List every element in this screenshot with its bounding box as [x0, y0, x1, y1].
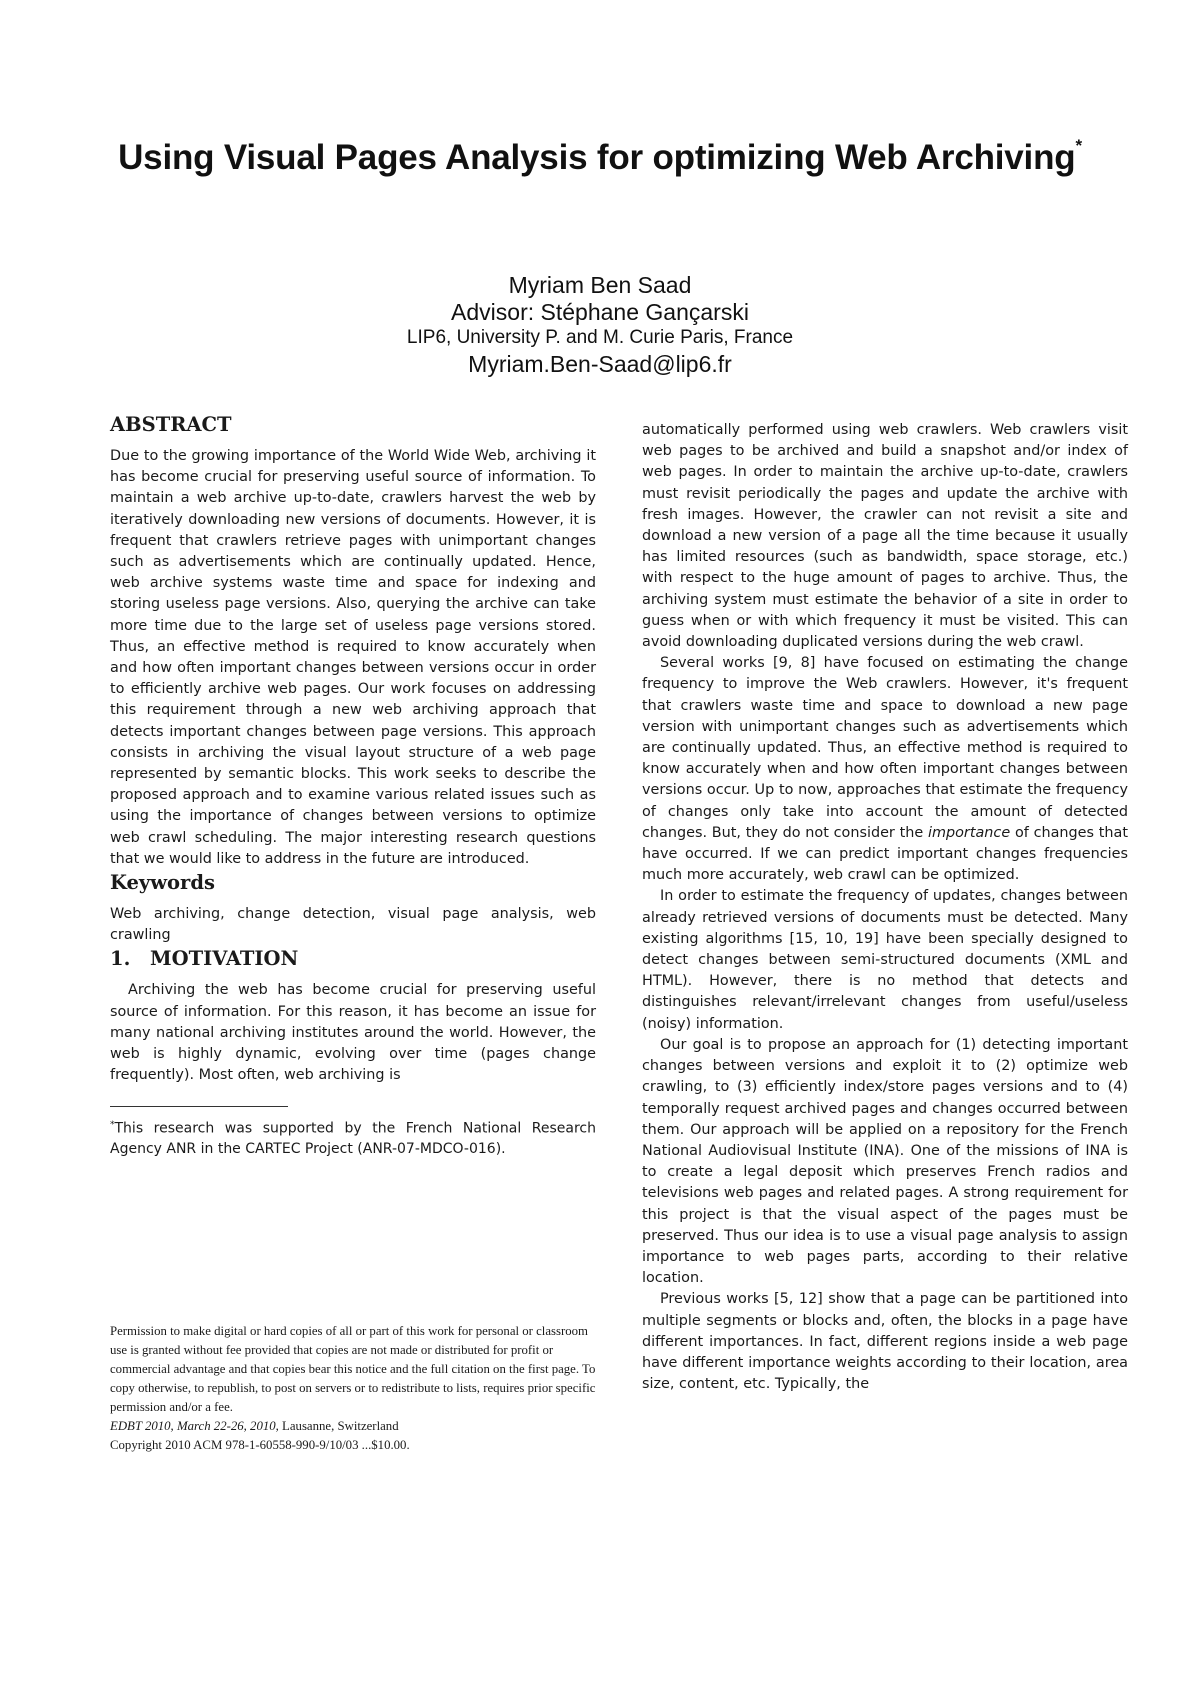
- abstract-text: Due to the growing importance of the World Wide Web, archiving it has become crucial for preserving useful source of information. To maintain a web archive up-to-date, crawlers harvest the web by iteratively downloading new versions of documents. However, it is frequent that crawlers retrieve pages with unimportant changes such as advertisements which are continually updated. Hence, web archive systems waste time and space for indexing and storing useless page versions. Also, querying the archive can take more time due to the large set of useless page versions stored. Thus, an effective method is required to know accurately when and how often important changes between versions occur in order to efficiently archive web pages. Our work focuses on addressing this requirement through a new web archiving approach that detects important changes between page versions. This approach consists in archiving the visual layout structure of a web page represented by semantic blocks. This work seeks to describe the proposed approach and to examine various related issues such as using the importance of changes between versions to optimize web crawl scheduling. The major interesting research questions that we would like to address in the future are introduced.: [110, 448, 596, 867]
- permission-notice: [110, 1322, 596, 1455]
- motivation-paragraph-5: Previous works [5, 12] show that a page can be partitioned into multiple segments or blocks and, often, the blocks in a page have different importances. In fact, different regions inside a web page have different importance weights according to their location, area size, content, etc. Typically, the: [642, 1291, 1128, 1393]
- motivation-paragraph-1: Archiving the web has become crucial for preserving useful source of information. For this reason, it has become an issue for many national archiving institutes around the world. However, the web is highly dynamic, evolving over time (pages change frequently). Most often, web archiving is: [110, 982, 596, 1084]
- author-affiliation: LIP6, University P. and M. Curie Paris, France: [406, 327, 794, 348]
- p2-part-b: of changes that have occurred. If we can predict important changes frequencies much more accurately, web crawl can be optimized.: [642, 824, 1128, 884]
- footnote-divider: [110, 1106, 288, 1107]
- p2-emphasis: importance: [927, 824, 1011, 841]
- footnote-mark: *: [110, 1120, 115, 1131]
- footnote-text: This research was supported by the French National Research Agency ANR in the CARTEC Project (ANR-07-MDCO-016).: [110, 1121, 596, 1158]
- footnote: [110, 1115, 596, 1159]
- motivation-paragraph-1-continued: automatically performed using web crawlers. Web crawlers visit web pages to be archived and build a snapshot and/or index of web pages. In order to maintain the archive up-to-date, crawlers must revisit periodically the pages and update the archive with fresh images. However, the crawler can not revisit a site and download a new version of a page all the time because it usually has limited resources (such as bandwidth, space storage, etc.) with respect to the huge amount of pages to archive. Thus, the archiving system must estimate the behavior of a site in order to guess when or with which frequency it must be visited. This can avoid downloading duplicated versions during the web crawl.: [642, 422, 1128, 651]
- section-title: MOTIVATION: [150, 947, 299, 971]
- author-block: [0, 272, 1200, 379]
- motivation-heading: [110, 946, 596, 972]
- author-email: Myriam.Ben-Saad@lip6.fr: [468, 351, 732, 377]
- paper-title-text: Using Visual Pages Analysis for optimizing Web Archiving: [118, 138, 1076, 177]
- motivation-paragraph-4: Our goal is to propose an approach for (1) detecting important changes between versions and exploit it to (2) optimize web crawling, to (3) efficiently index/store pages versions and to (4) temporally request archived pages and changes occurred between them. Our approach will be applied on a repository for the French National Audiovisual Institute (INA). One of the missions of INA is to create a legal deposit which preserves French radios and televisions web pages and related pages. A strong requirement for this project is that the visual aspect of the pages must be preserved. Thus our idea is to use a visual page analysis to assign importance to web pages parts, according to their relative location.: [642, 1036, 1128, 1287]
- conference-info: [110, 1417, 596, 1436]
- motivation-paragraph-3: In order to estimate the frequency of updates, changes between already retrieved versions of documents must be detected. Many existing algorithms [15, 10, 19] have been specially designed to detect changes between semi-structured documents (XML and HTML). However, there is no method that detects and distinguishes relevant/irrelevant changes from useful/useless (noisy) information.: [642, 888, 1128, 1032]
- conference-name: EDBT 2010, March 22-26, 2010,: [110, 1419, 279, 1433]
- left-column: [110, 412, 596, 1159]
- keywords-heading: Keywords: [110, 871, 215, 895]
- keywords-text: Web archiving, change detection, visual page analysis, web crawling: [110, 906, 596, 944]
- motivation-paragraph-2: [642, 653, 1128, 886]
- section-number: 1.: [110, 947, 131, 971]
- permission-text: Permission to make digital or hard copies of all or part of this work for personal or classroom use is granted without fee provided that copies are not made or distributed for profit or commercial advantage and that copies bear this notice and the full citation on the first page. To copy otherwise, to republish, to post on servers or to redistribute to lists, requires prior specific permission and/or a fee.: [110, 1324, 596, 1414]
- copyright-line: Copyright 2010 ACM 978-1-60558-990-9/10/03 ...$10.00.: [110, 1438, 410, 1452]
- title-footnote-mark: *: [1075, 136, 1082, 155]
- abstract-heading: ABSTRACT: [110, 413, 232, 436]
- author-advisor: Advisor: Stéphane Gançarski: [451, 299, 749, 325]
- conference-place: Lausanne, Switzerland: [278, 1419, 399, 1433]
- right-column: [642, 420, 1128, 1395]
- paper-title: [60, 138, 1140, 178]
- p2-part-a: Several works [9, 8] have focused on estimating the change frequency to improve the Web crawlers. However, it's frequent that crawlers waste time and space to download a new page version with unimportant changes such as advertisements which are continually updated. Thus, an effective method is required to know accurately when and how often important changes between versions occur. Up to now, approaches that estimate the frequency of changes only take into account the amount of detected changes. But, they do not consider the: [642, 655, 1128, 841]
- author-name: Myriam Ben Saad: [508, 272, 692, 298]
